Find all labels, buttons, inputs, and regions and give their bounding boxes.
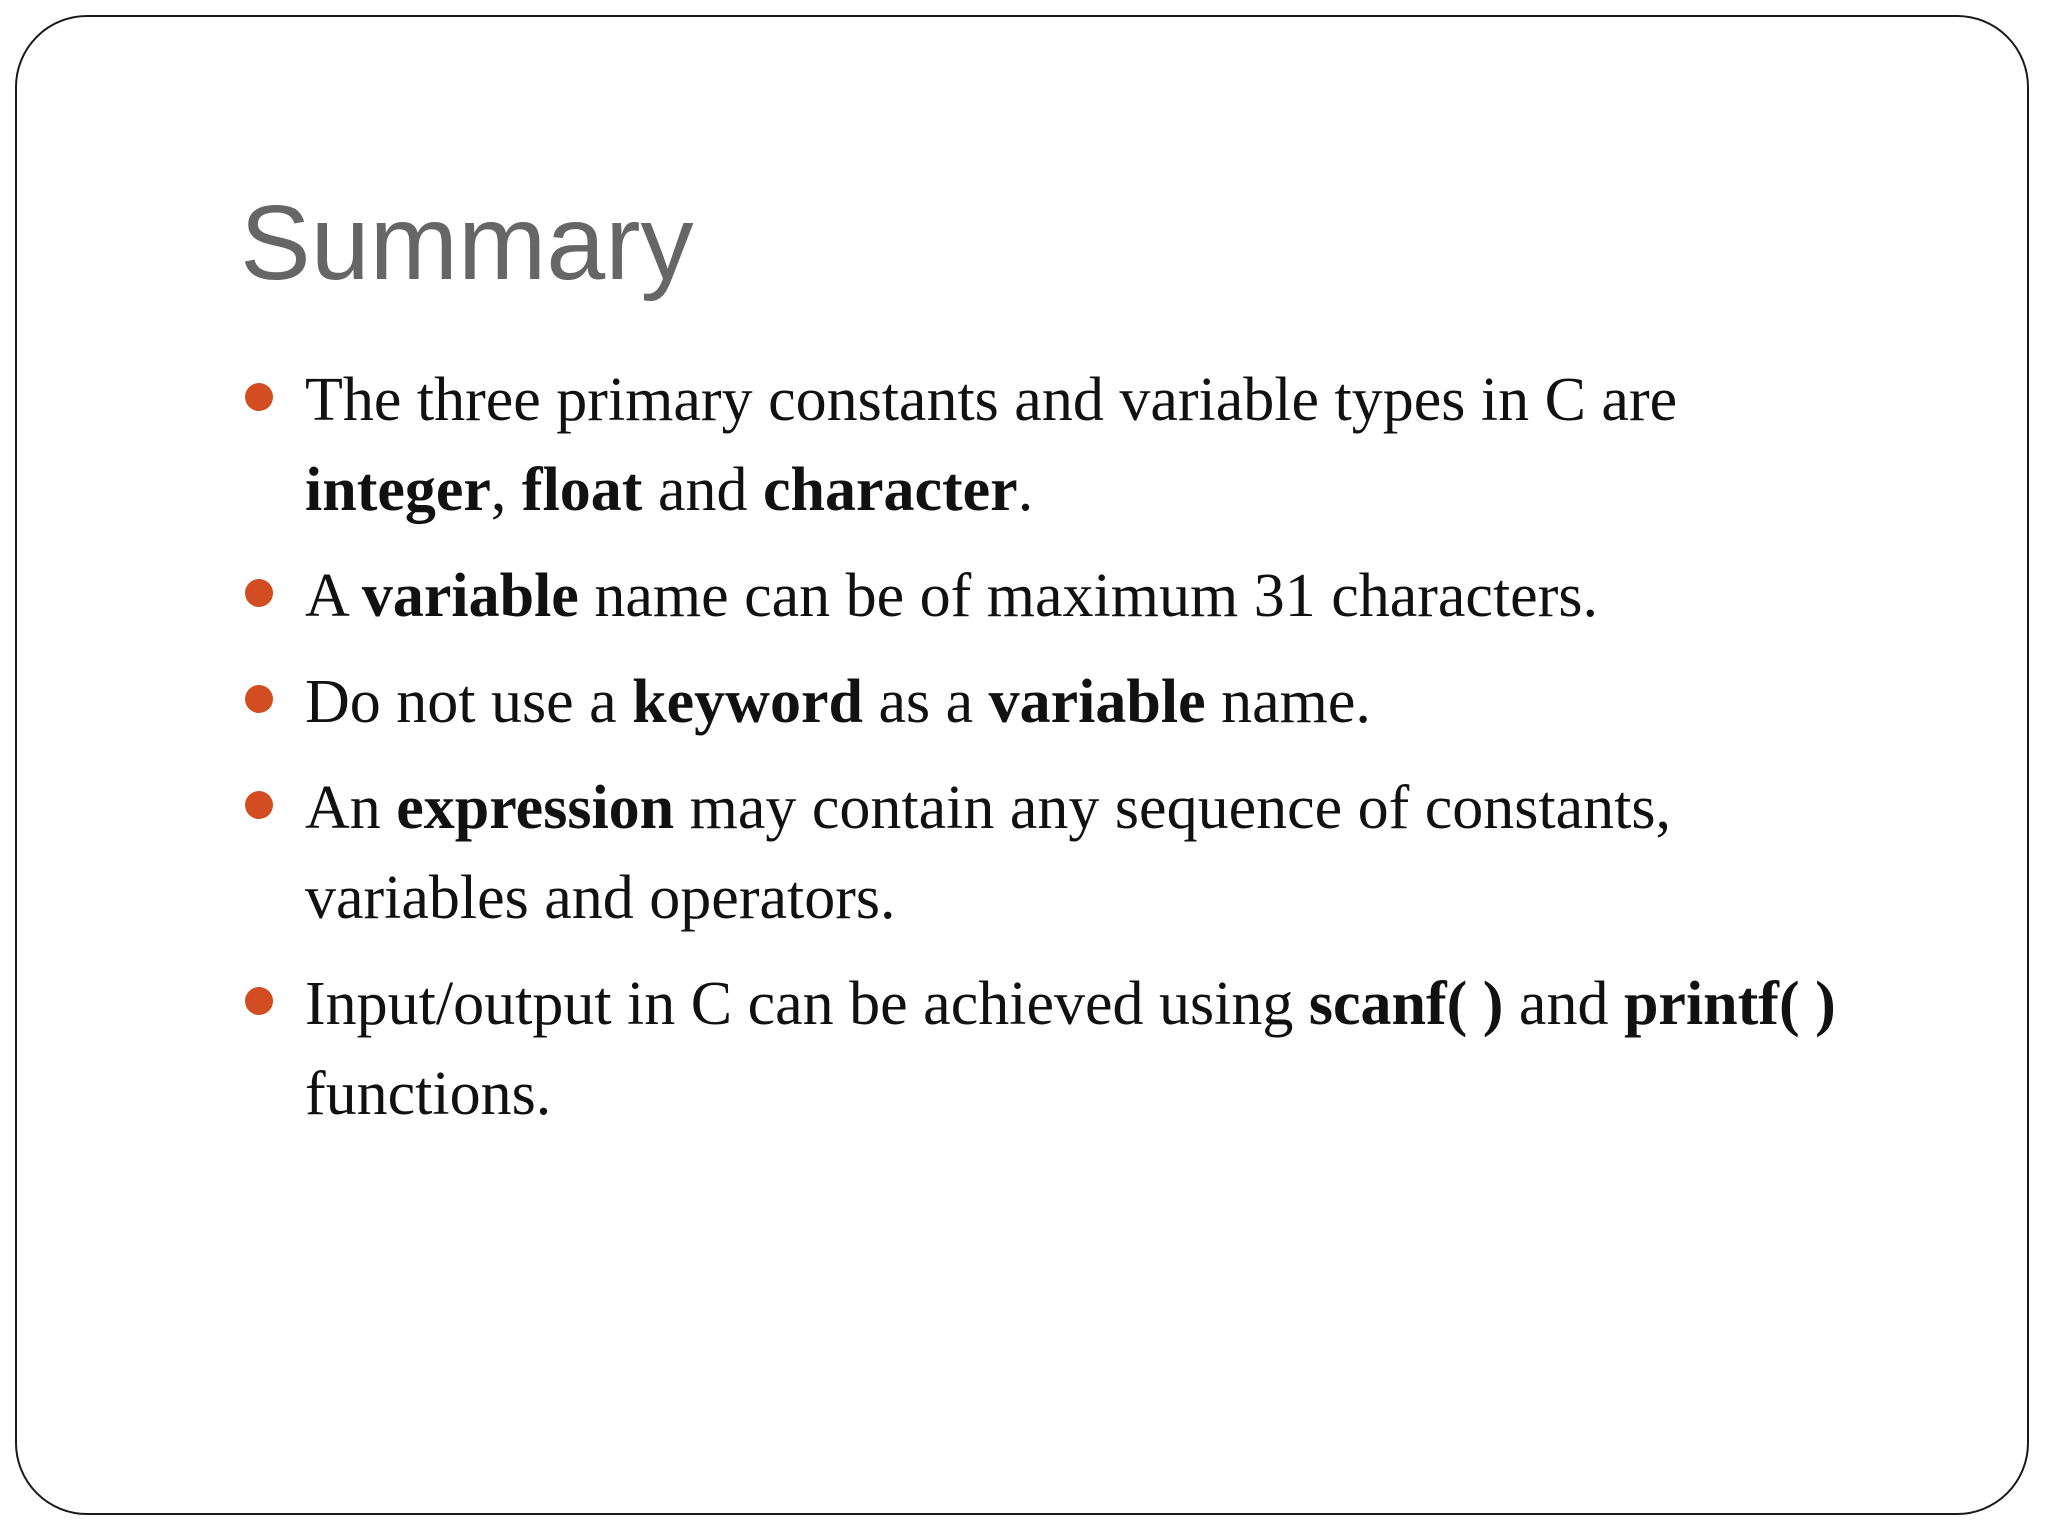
bullet-segment-bold: expression xyxy=(396,774,675,842)
bullet-dot-icon xyxy=(245,685,273,713)
slide-title: Summary xyxy=(240,184,694,302)
bullet-segment: The three primary constants and variable types in C are xyxy=(305,366,1678,434)
bullet-segment: Do not use a xyxy=(305,668,633,736)
bullet-segment-bold: variable xyxy=(988,668,1206,736)
bullet-list xyxy=(241,355,1881,1155)
bullet-segment-bold: keyword xyxy=(632,668,863,736)
bullet-segment: , xyxy=(490,456,522,524)
bullet-dot-icon xyxy=(245,987,273,1015)
bullet-segment: . xyxy=(1017,456,1034,524)
bullet-text xyxy=(305,562,1598,630)
bullet-item xyxy=(241,355,1881,535)
bullet-segment-bold: float xyxy=(521,456,643,524)
bullet-item xyxy=(241,959,1881,1139)
bullet-item xyxy=(241,657,1881,747)
bullet-segment: name. xyxy=(1205,668,1371,736)
bullet-segment: as a xyxy=(862,668,989,736)
bullet-segment-bold: integer xyxy=(305,456,491,524)
bullet-segment: Input/output in C can be achieved using xyxy=(305,970,1309,1038)
bullet-text xyxy=(305,668,1371,736)
bullet-segment: and xyxy=(1503,970,1624,1038)
bullet-segment: A xyxy=(305,562,362,630)
bullet-segment: An xyxy=(305,774,397,842)
bullet-text xyxy=(305,970,1836,1128)
bullet-segment: and xyxy=(642,456,763,524)
bullet-item xyxy=(241,763,1881,943)
bullet-item xyxy=(241,551,1881,641)
bullet-text xyxy=(305,366,1677,524)
bullet-dot-icon xyxy=(245,383,273,411)
bullet-segment: name can be of maximum 31 characters. xyxy=(578,562,1598,630)
bullet-segment: may contain any sequence of constants, variables and operators. xyxy=(305,774,1672,932)
bullet-dot-icon xyxy=(245,579,273,607)
bullet-segment: functions. xyxy=(305,1060,552,1128)
bullet-segment-bold: variable xyxy=(361,562,579,630)
slide-frame xyxy=(15,15,2029,1515)
bullet-segment-bold: scanf( ) xyxy=(1308,970,1504,1038)
bullet-text xyxy=(305,774,1671,932)
bullet-segment-bold: character xyxy=(762,456,1018,524)
bullet-segment-bold: printf( ) xyxy=(1623,970,1836,1038)
bullet-dot-icon xyxy=(245,791,273,819)
